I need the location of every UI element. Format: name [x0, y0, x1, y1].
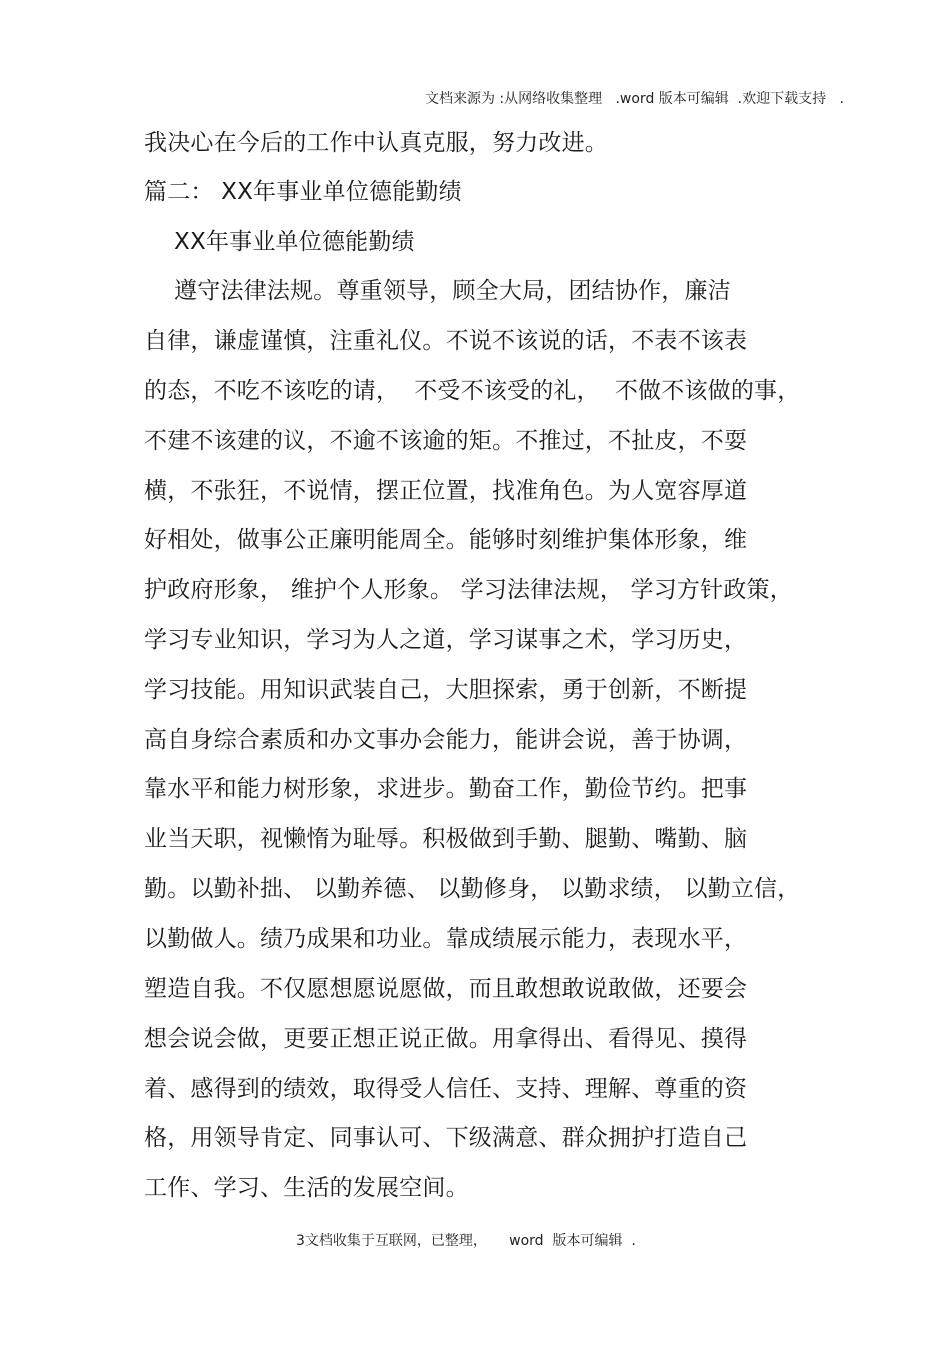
- section-title: 篇二： XX年事业单位德能勤绩: [144, 179, 462, 205]
- header-source-note: 文档来源为 :从网络收集整理 .word 版本可编辑 .欢迎下载支持 .: [424, 91, 844, 107]
- body-line: 着、感得到的绩效，取得受人信任、支持、理解、尊重的资: [144, 1076, 748, 1102]
- body-line: 高自身综合素质和办文事办会能力，能讲会说，善于协调，: [144, 727, 748, 753]
- body-line: 格，用领导肯定、同事认可、下级满意、群众拥护打造自己: [144, 1125, 748, 1151]
- body-line: 想会说会做，更要正想正说正做。用拿得出、看得见、摸得: [144, 1026, 748, 1052]
- body-line: 护政府形象， 维护个人形象。 学习法律法规， 学习方针政策，: [144, 577, 793, 603]
- body-line: 业当天职，视懒惰为耻辱。积极做到手勤、腿勤、嘴勤、脑: [144, 826, 748, 852]
- body-line: 自律，谦虚谨慎，注重礼仪。不说不该说的话，不表不该表: [144, 328, 748, 354]
- body-line: 勤。以勤补拙、 以勤养德、 以勤修身， 以勤求绩， 以勤立信，: [144, 876, 801, 902]
- page-header: [0, 72, 950, 108]
- page-footer: 3文档收集于互联网，已整理， word 版本可编辑 .: [296, 1233, 636, 1249]
- body-line: 我决心在今后的工作中认真克服，努力改进。: [144, 130, 608, 156]
- body-line: 靠水平和能力树形象，求进步。勤奋工作，勤俭节约。把事: [144, 776, 748, 802]
- body-line: 横，不张狂，不说情，摆正位置，找准角色。为人宽容厚道: [144, 478, 748, 504]
- body-line: 塑造自我。不仅愿想愿说愿做，而且敢想敢说敢做，还要会: [144, 976, 748, 1002]
- body-line: 学习技能。用知识武装自己，大胆探索，勇于创新，不断提: [144, 677, 748, 703]
- article-title: XX年事业单位德能勤绩: [144, 229, 415, 255]
- body-line: 的态，不吃不该吃的请， 不受不该受的礼， 不做不该做的事，: [144, 378, 801, 404]
- body-line: 以勤做人。绩乃成果和功业。靠成绩展示能力，表现水平，: [144, 926, 748, 952]
- body-line: 学习专业知识，学习为人之道，学习谋事之术，学习历史，: [144, 627, 748, 653]
- body-line: 好相处，做事公正廉明能周全。能够时刻维护集体形象，维: [144, 527, 748, 553]
- body-line: 不建不该建的议，不逾不该逾的矩。不推过，不扯皮，不耍: [144, 428, 748, 454]
- body-line: 工作、学习、生活的发展空间。: [144, 1175, 469, 1201]
- body-line: 遵守法律法规。尊重领导，顾全大局，团结协作，廉洁: [144, 278, 731, 304]
